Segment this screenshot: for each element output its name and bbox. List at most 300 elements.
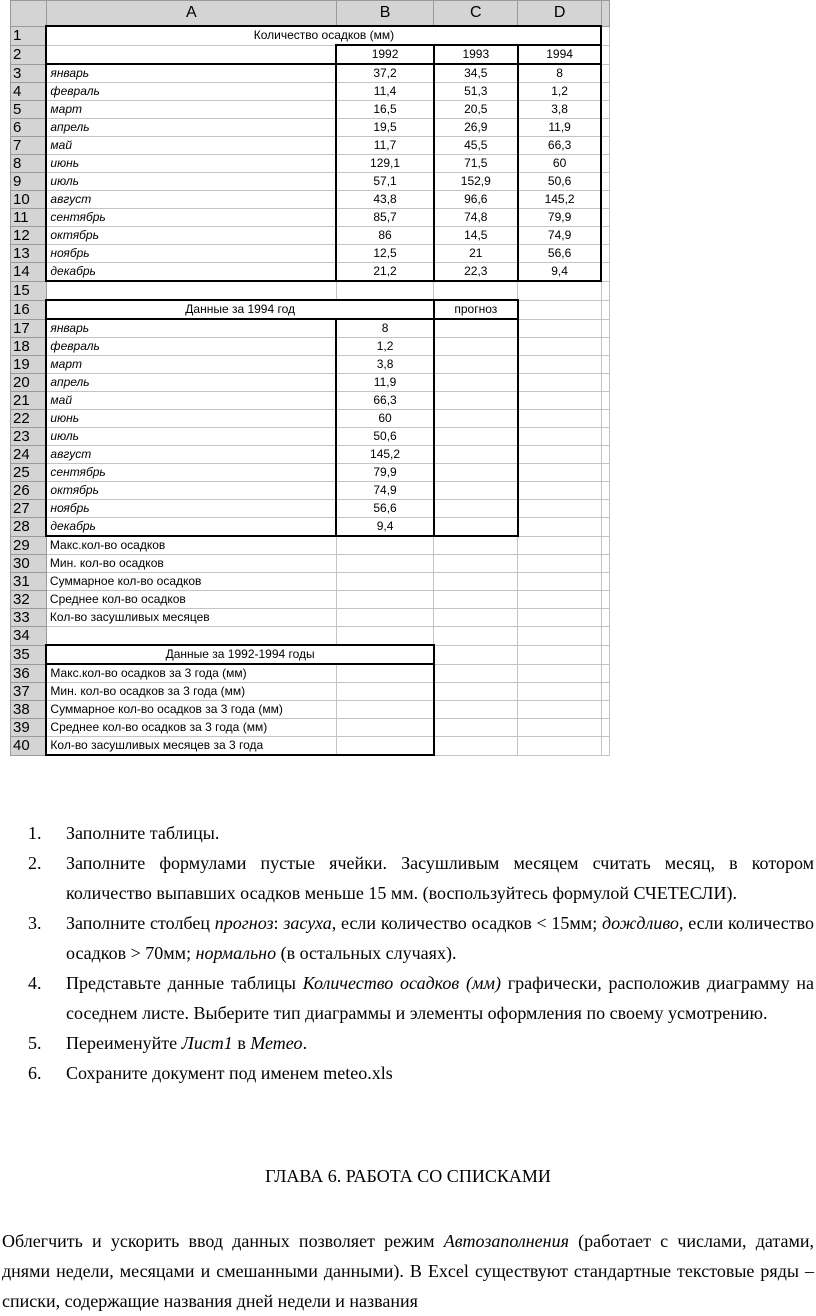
row-header[interactable]: 37 (11, 683, 47, 701)
row-33 (11, 609, 610, 627)
cell[interactable] (518, 701, 602, 719)
cell[interactable] (46, 45, 336, 64)
row-header[interactable]: 22 (11, 410, 47, 428)
row-header[interactable]: 7 (11, 137, 47, 155)
value-cell[interactable]: 1,2 (518, 83, 602, 101)
month-cell[interactable]: январь (46, 64, 336, 83)
row-header[interactable]: 25 (11, 464, 47, 482)
item-emphasis: засуха (283, 913, 332, 933)
row-header[interactable]: 26 (11, 482, 47, 500)
cell[interactable] (434, 701, 518, 719)
value-cell[interactable]: 50,6 (336, 428, 434, 446)
row-23 (11, 428, 610, 446)
cell[interactable] (336, 627, 434, 646)
row-header[interactable]: 27 (11, 500, 47, 518)
value-cell[interactable]: 8 (336, 319, 434, 338)
value-cell[interactable]: 11,9 (336, 374, 434, 392)
value-cell[interactable]: 8 (518, 64, 602, 83)
item-text: Заполните таблицы. (66, 823, 220, 843)
row-40 (11, 737, 610, 756)
row-header[interactable]: 12 (11, 227, 47, 245)
value-cell[interactable]: 96,6 (434, 191, 518, 209)
table2-title[interactable]: Данные за 1994 год (46, 300, 433, 319)
summary-value-cell[interactable] (336, 701, 434, 719)
item-text: Сохраните документ под именем meteo.xls (66, 1063, 393, 1083)
stat-label-cell[interactable]: Макс.кол-во осадков (46, 536, 336, 555)
stat-value-cell[interactable] (336, 555, 434, 573)
stat-value-cell[interactable] (336, 573, 434, 591)
month-cell[interactable]: ноябрь (46, 500, 336, 518)
row-header[interactable]: 1 (11, 26, 47, 45)
value-cell[interactable]: 71,5 (434, 155, 518, 173)
cell[interactable] (518, 555, 602, 573)
month-cell[interactable]: март (46, 356, 336, 374)
cell[interactable] (518, 374, 602, 392)
summary-value-cell[interactable] (336, 719, 434, 737)
cell[interactable] (601, 428, 609, 446)
row-9 (11, 173, 610, 191)
select-all-corner[interactable] (11, 1, 47, 27)
value-cell[interactable]: 45,5 (434, 137, 518, 155)
year-header[interactable]: 1993 (434, 45, 518, 64)
stat-value-cell[interactable] (336, 536, 434, 555)
row-17 (11, 319, 610, 338)
cell[interactable] (434, 683, 518, 701)
year-header[interactable]: 1992 (336, 45, 434, 64)
month-cell[interactable]: февраль (46, 83, 336, 101)
row-header[interactable]: 31 (11, 573, 47, 591)
year-header[interactable]: 1994 (518, 45, 602, 64)
cell[interactable] (434, 281, 518, 300)
value-cell[interactable]: 43,8 (336, 191, 434, 209)
item-number: 2. (28, 853, 42, 873)
cell[interactable] (601, 555, 609, 573)
value-cell[interactable]: 1,2 (336, 338, 434, 356)
table1-title[interactable]: Количество осадков (мм) (46, 26, 601, 45)
cell[interactable] (601, 482, 609, 500)
forecast-cell[interactable] (434, 356, 518, 374)
row-14 (11, 263, 610, 282)
row-24 (11, 446, 610, 464)
month-cell[interactable]: декабрь (46, 263, 336, 282)
cell[interactable] (518, 518, 602, 537)
item-number: 4. (28, 973, 42, 993)
month-cell[interactable]: сентябрь (46, 464, 336, 482)
value-cell[interactable]: 11,9 (518, 119, 602, 137)
column-header-d[interactable]: D (518, 1, 602, 27)
row-35 (11, 645, 610, 664)
value-cell[interactable]: 50,6 (518, 173, 602, 191)
cell[interactable] (601, 338, 609, 356)
cell[interactable] (601, 719, 609, 737)
cell[interactable] (518, 719, 602, 737)
cell[interactable] (601, 392, 609, 410)
cell[interactable] (518, 300, 602, 319)
summary-label-cell[interactable]: Суммарное кол-во осадков за 3 года (мм) (46, 701, 336, 719)
value-cell[interactable]: 74,8 (434, 209, 518, 227)
cell[interactable] (434, 591, 518, 609)
cell[interactable] (518, 281, 602, 300)
row-28 (11, 518, 610, 537)
column-header-b[interactable]: B (336, 1, 434, 27)
item-number: 6. (28, 1063, 42, 1083)
cell[interactable] (601, 374, 609, 392)
forecast-cell[interactable] (434, 319, 518, 338)
cell[interactable] (601, 683, 609, 701)
month-cell[interactable]: март (46, 101, 336, 119)
value-cell[interactable]: 12,5 (336, 245, 434, 263)
cell[interactable] (601, 155, 609, 173)
month-cell[interactable]: июль (46, 173, 336, 191)
cell[interactable] (434, 573, 518, 591)
row-header[interactable]: 6 (11, 119, 47, 137)
stat-label-cell[interactable]: Мин. кол-во осадков (46, 555, 336, 573)
row-header[interactable]: 24 (11, 446, 47, 464)
value-cell[interactable]: 152,9 (434, 173, 518, 191)
row-header[interactable]: 40 (11, 737, 47, 756)
sheet-body (11, 26, 610, 755)
summary-value-cell[interactable] (336, 737, 434, 756)
row-header[interactable]: 15 (11, 281, 47, 300)
item-emphasis: прогноз (214, 913, 274, 933)
cell[interactable] (601, 591, 609, 609)
item-emphasis: Метео (250, 1033, 303, 1053)
value-cell[interactable]: 19,5 (336, 119, 434, 137)
cell[interactable] (601, 536, 609, 555)
row-header[interactable]: 38 (11, 701, 47, 719)
cell[interactable] (518, 356, 602, 374)
month-cell[interactable]: август (46, 446, 336, 464)
row-header[interactable]: 5 (11, 101, 47, 119)
instruction-item (28, 908, 814, 968)
value-cell[interactable]: 51,3 (434, 83, 518, 101)
row-6 (11, 119, 610, 137)
stat-label-cell[interactable]: Суммарное кол-во осадков (46, 573, 336, 591)
row-header[interactable]: 35 (11, 645, 47, 664)
summary-value-cell[interactable] (336, 664, 434, 683)
value-cell[interactable]: 20,5 (434, 101, 518, 119)
table3-title[interactable]: Данные за 1992-1994 годы (46, 645, 433, 664)
value-cell[interactable]: 60 (518, 155, 602, 173)
value-cell[interactable]: 3,8 (518, 101, 602, 119)
cell[interactable] (434, 627, 518, 646)
item-text: , если количество осадков > 70мм; (66, 913, 814, 963)
value-cell[interactable]: 60 (336, 410, 434, 428)
cell[interactable] (518, 737, 602, 756)
cell[interactable] (601, 263, 609, 282)
summary-label-cell[interactable]: Мин. кол-во осадков за 3 года (мм) (46, 683, 336, 701)
month-cell[interactable]: июнь (46, 410, 336, 428)
cell[interactable] (518, 591, 602, 609)
cell[interactable] (518, 482, 602, 500)
cell[interactable] (518, 609, 602, 627)
value-cell[interactable]: 86 (336, 227, 434, 245)
value-cell[interactable]: 145,2 (518, 191, 602, 209)
cell[interactable] (601, 45, 609, 64)
forecast-header[interactable]: прогноз (434, 300, 518, 319)
value-cell[interactable]: 37,2 (336, 64, 434, 83)
cell[interactable] (601, 227, 609, 245)
month-cell[interactable]: май (46, 137, 336, 155)
cell[interactable] (601, 500, 609, 518)
cell[interactable] (601, 209, 609, 227)
cell[interactable] (518, 664, 602, 683)
row-header[interactable]: 28 (11, 518, 47, 537)
row-header[interactable]: 16 (11, 300, 47, 319)
row-27 (11, 500, 610, 518)
cell[interactable] (601, 101, 609, 119)
stat-value-cell[interactable] (336, 609, 434, 627)
row-header[interactable]: 30 (11, 555, 47, 573)
cell[interactable] (434, 555, 518, 573)
cell[interactable] (434, 737, 518, 756)
cell[interactable] (601, 137, 609, 155)
cell[interactable] (601, 356, 609, 374)
instruction-list (28, 818, 814, 1088)
row-header[interactable]: 4 (11, 83, 47, 101)
row-header[interactable]: 18 (11, 338, 47, 356)
row-16 (11, 300, 610, 319)
value-cell[interactable]: 9,4 (518, 263, 602, 282)
cell[interactable] (518, 464, 602, 482)
stat-value-cell[interactable] (336, 591, 434, 609)
column-header-e[interactable] (601, 1, 609, 27)
forecast-cell[interactable] (434, 518, 518, 537)
cell[interactable] (518, 428, 602, 446)
row-header[interactable]: 8 (11, 155, 47, 173)
cell[interactable] (601, 83, 609, 101)
row-34 (11, 627, 610, 646)
forecast-cell[interactable] (434, 446, 518, 464)
item-text: Заполните формулами пустые ячейки. Засушливым месяцем считать месяц, в котором количество выпавших осадков меньше 15 мм. (воспользуйтесь формулой СЧЕТЕСЛИ). (66, 853, 814, 903)
item-text: : (273, 913, 284, 933)
cell[interactable] (601, 281, 609, 300)
item-text: в (232, 1033, 251, 1053)
cell[interactable] (518, 536, 602, 555)
value-cell[interactable]: 56,6 (518, 245, 602, 263)
stat-label-cell[interactable]: Кол-во засушливых месяцев (46, 609, 336, 627)
month-cell[interactable]: май (46, 392, 336, 410)
cell[interactable] (601, 645, 609, 664)
row-1 (11, 26, 610, 45)
value-cell[interactable]: 21,2 (336, 263, 434, 282)
forecast-cell[interactable] (434, 500, 518, 518)
row-header[interactable]: 2 (11, 45, 47, 64)
body-paragraph (2, 1226, 814, 1316)
row-10 (11, 191, 610, 209)
row-header[interactable]: 29 (11, 536, 47, 555)
cell[interactable] (601, 573, 609, 591)
value-cell[interactable]: 11,4 (336, 83, 434, 101)
cell[interactable] (434, 645, 518, 664)
cell[interactable] (518, 645, 602, 664)
cell[interactable] (601, 609, 609, 627)
forecast-cell[interactable] (434, 428, 518, 446)
column-header-a[interactable]: A (46, 1, 336, 27)
month-cell[interactable]: январь (46, 319, 336, 338)
cell[interactable] (601, 664, 609, 683)
row-header[interactable]: 21 (11, 392, 47, 410)
instruction-item (28, 818, 814, 848)
summary-value-cell[interactable] (336, 683, 434, 701)
cell[interactable] (601, 737, 609, 756)
row-header[interactable]: 3 (11, 64, 47, 83)
month-cell[interactable]: октябрь (46, 482, 336, 500)
item-number: 3. (28, 913, 42, 933)
summary-label-cell[interactable]: Макс.кол-во осадков за 3 года (мм) (46, 664, 336, 683)
row-header[interactable]: 14 (11, 263, 47, 282)
cell[interactable] (601, 518, 609, 537)
month-cell[interactable]: июнь (46, 155, 336, 173)
row-header[interactable]: 10 (11, 191, 47, 209)
row-29 (11, 536, 610, 555)
forecast-cell[interactable] (434, 392, 518, 410)
cell[interactable] (518, 573, 602, 591)
row-3 (11, 64, 610, 83)
item-emphasis: Количество осадков (мм) (302, 973, 501, 993)
row-13 (11, 245, 610, 263)
cell[interactable] (434, 719, 518, 737)
item-text: (в остальных случаях). (276, 943, 457, 963)
cell[interactable] (518, 392, 602, 410)
cell[interactable] (601, 64, 609, 83)
row-8 (11, 155, 610, 173)
value-cell[interactable]: 14,5 (434, 227, 518, 245)
row-header[interactable]: 13 (11, 245, 47, 263)
row-37 (11, 683, 610, 701)
value-cell[interactable]: 74,9 (336, 482, 434, 500)
row-22 (11, 410, 610, 428)
cell[interactable] (518, 338, 602, 356)
row-30 (11, 555, 610, 573)
month-cell[interactable]: февраль (46, 338, 336, 356)
cell[interactable] (518, 319, 602, 338)
value-cell[interactable]: 79,9 (518, 209, 602, 227)
instruction-item (28, 1028, 814, 1058)
instruction-item (28, 968, 814, 1028)
row-21 (11, 392, 610, 410)
value-cell[interactable]: 3,8 (336, 356, 434, 374)
cell[interactable] (434, 536, 518, 555)
summary-label-cell[interactable]: Кол-во засушливых месяцев за 3 года (46, 737, 336, 756)
forecast-cell[interactable] (434, 374, 518, 392)
row-36 (11, 664, 610, 683)
item-text: Переименуйте (66, 1033, 182, 1053)
row-20 (11, 374, 610, 392)
month-cell[interactable]: ноябрь (46, 245, 336, 263)
month-cell[interactable]: сентябрь (46, 209, 336, 227)
summary-label-cell[interactable]: Среднее кол-во осадков за 3 года (мм) (46, 719, 336, 737)
value-cell[interactable]: 79,9 (336, 464, 434, 482)
forecast-cell[interactable] (434, 338, 518, 356)
item-text: Представьте данные таблицы (66, 973, 303, 993)
value-cell[interactable]: 57,1 (336, 173, 434, 191)
value-cell[interactable]: 145,2 (336, 446, 434, 464)
value-cell[interactable]: 26,9 (434, 119, 518, 137)
value-cell[interactable]: 11,7 (336, 137, 434, 155)
row-25 (11, 464, 610, 482)
cell[interactable] (601, 173, 609, 191)
value-cell[interactable]: 21 (434, 245, 518, 263)
row-header[interactable]: 33 (11, 609, 47, 627)
row-header[interactable]: 19 (11, 356, 47, 374)
row-header[interactable]: 39 (11, 719, 47, 737)
cell[interactable] (518, 627, 602, 646)
cell[interactable] (601, 446, 609, 464)
cell[interactable] (601, 701, 609, 719)
row-18 (11, 338, 610, 356)
value-cell[interactable]: 129,1 (336, 155, 434, 173)
cell[interactable] (434, 664, 518, 683)
row-header[interactable]: 11 (11, 209, 47, 227)
cell[interactable] (601, 627, 609, 646)
value-cell[interactable]: 16,5 (336, 101, 434, 119)
row-header[interactable]: 34 (11, 627, 47, 646)
cell[interactable] (518, 410, 602, 428)
month-cell[interactable]: август (46, 191, 336, 209)
forecast-cell[interactable] (434, 482, 518, 500)
cell[interactable] (601, 300, 609, 319)
item-text: Заполните столбец (66, 913, 215, 933)
row-header[interactable]: 20 (11, 374, 47, 392)
month-cell[interactable]: апрель (46, 374, 336, 392)
month-cell[interactable]: декабрь (46, 518, 336, 537)
cell[interactable] (46, 627, 336, 646)
cell[interactable] (518, 500, 602, 518)
cell[interactable] (601, 410, 609, 428)
row-header[interactable]: 32 (11, 591, 47, 609)
row-12 (11, 227, 610, 245)
row-header[interactable]: 17 (11, 319, 47, 338)
spreadsheet-screenshot (10, 0, 610, 786)
value-cell[interactable]: 22,3 (434, 263, 518, 282)
month-cell[interactable]: октябрь (46, 227, 336, 245)
value-cell[interactable]: 66,3 (518, 137, 602, 155)
row-header[interactable]: 23 (11, 428, 47, 446)
value-cell[interactable]: 9,4 (336, 518, 434, 537)
value-cell[interactable]: 34,5 (434, 64, 518, 83)
value-cell[interactable]: 56,6 (336, 500, 434, 518)
item-emphasis: дождливо (602, 913, 679, 933)
row-15 (11, 281, 610, 300)
cell[interactable] (336, 281, 434, 300)
row-header[interactable]: 36 (11, 664, 47, 683)
cell[interactable] (601, 191, 609, 209)
forecast-cell[interactable] (434, 464, 518, 482)
cell[interactable] (601, 464, 609, 482)
cell[interactable] (46, 281, 336, 300)
row-5 (11, 101, 610, 119)
column-header-c[interactable]: C (434, 1, 518, 27)
cell[interactable] (601, 119, 609, 137)
value-cell[interactable]: 74,9 (518, 227, 602, 245)
month-cell[interactable]: июль (46, 428, 336, 446)
cell[interactable] (518, 446, 602, 464)
row-32 (11, 591, 610, 609)
item-text: , если количество осадков < 15мм; (331, 913, 602, 933)
value-cell[interactable]: 85,7 (336, 209, 434, 227)
cell[interactable] (601, 26, 609, 45)
cell[interactable] (434, 609, 518, 627)
forecast-cell[interactable] (434, 410, 518, 428)
row-header[interactable]: 9 (11, 173, 47, 191)
cell[interactable] (601, 319, 609, 338)
value-cell[interactable]: 66,3 (336, 392, 434, 410)
stat-label-cell[interactable]: Среднее кол-во осадков (46, 591, 336, 609)
cell[interactable] (601, 245, 609, 263)
month-cell[interactable]: апрель (46, 119, 336, 137)
cell[interactable] (518, 683, 602, 701)
